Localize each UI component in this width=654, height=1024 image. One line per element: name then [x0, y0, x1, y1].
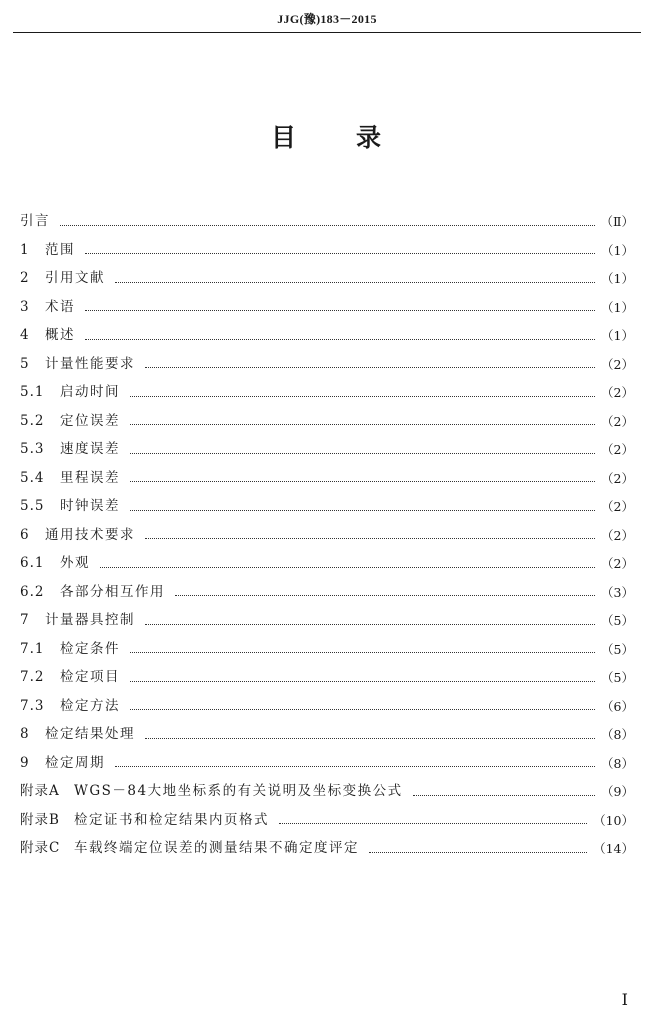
toc-entry-page: （2）: [601, 470, 634, 486]
toc-entry-page: （2）: [601, 556, 634, 571]
title-char-1: 目: [270, 123, 298, 152]
title-char-2: 录: [356, 123, 384, 152]
toc-entry-label: 概述: [45, 327, 75, 343]
toc-entry-page: （2）: [601, 499, 634, 514]
dot-leader: [85, 310, 595, 311]
toc-entry[interactable]: [20, 799, 634, 828]
toc-entry-number: 8: [20, 726, 30, 742]
toc-entry-number: 7.2: [20, 669, 45, 685]
toc-entry-label: 各部分相互作用: [60, 583, 165, 600]
dot-leader: [85, 253, 595, 254]
standard-code-header: JJG(豫)183－2015: [277, 12, 377, 26]
dot-leader: [369, 852, 587, 853]
dot-leader: [85, 339, 595, 340]
dot-leader: [145, 367, 595, 368]
header-divider: [13, 32, 641, 33]
toc-entry-number: 6.2: [20, 583, 45, 600]
toc-entry-number: 5.3: [20, 441, 45, 457]
dot-leader: [130, 481, 595, 482]
toc-entry-label: 检定周期: [45, 754, 105, 771]
toc-entry-page: （Ⅱ）: [600, 214, 634, 229]
toc-entry-page: （2）: [601, 413, 634, 429]
dot-leader: [145, 624, 595, 625]
toc-entry-label: 计量性能要求: [45, 355, 135, 372]
dot-leader: [115, 766, 595, 767]
dot-leader: [115, 282, 595, 283]
page-title: [0, 118, 654, 154]
toc-entry-page: （2）: [601, 527, 634, 543]
toc-entry-page: （5）: [601, 641, 634, 657]
toc-entry-page: （2）: [601, 442, 634, 457]
toc-entry-page: （2）: [601, 356, 634, 372]
toc-entry-page: （1）: [601, 299, 634, 315]
toc-entry-number: 附录B: [20, 811, 60, 828]
toc-entry-page: （8）: [601, 727, 634, 742]
toc-entry-page: （8）: [601, 755, 634, 771]
dot-leader: [130, 510, 595, 511]
dot-leader: [130, 652, 595, 653]
toc-entry[interactable]: [20, 485, 634, 514]
dot-leader: [130, 424, 595, 425]
toc-entry-number: 6.1: [20, 555, 45, 571]
dot-leader: [130, 453, 595, 454]
toc-entry[interactable]: [20, 685, 634, 714]
toc-entry-number: 6: [20, 526, 30, 543]
dot-leader: [130, 709, 595, 710]
toc-entry-number: 4: [20, 327, 30, 343]
toc-entry[interactable]: [20, 542, 634, 571]
toc-entry-label: 检定条件: [60, 640, 120, 657]
toc-entry-number: 1: [20, 241, 30, 258]
toc-entry-label: 里程误差: [60, 469, 120, 486]
toc-entry-label: 检定结果处理: [45, 726, 135, 742]
toc-entry-page: （2）: [601, 385, 634, 400]
toc-entry-page: （1）: [601, 271, 634, 286]
toc-entry-label: 速度误差: [60, 441, 120, 457]
toc-entry-number: 5: [20, 355, 30, 372]
dot-leader: [145, 738, 595, 739]
toc-entry-page: （9）: [601, 784, 634, 799]
toc-entry-number: 3: [20, 298, 30, 315]
toc-entry-number: 7.1: [20, 640, 45, 657]
toc-entry[interactable]: [20, 770, 634, 799]
toc-entry[interactable]: [20, 229, 634, 258]
toc-entry-label: 启动时间: [60, 384, 120, 400]
toc-entry-label: 通用技术要求: [45, 526, 135, 543]
toc-entry-number: 2: [20, 270, 30, 286]
toc-entry[interactable]: [20, 827, 634, 856]
toc-entry-page: （1）: [601, 242, 634, 258]
toc-entry-label: 检定证书和检定结果内页格式: [74, 811, 269, 828]
toc-entry-label: 检定方法: [60, 697, 120, 714]
toc-entry[interactable]: [20, 400, 634, 429]
toc-entry-number: 5.4: [20, 469, 45, 486]
dot-leader: [413, 795, 595, 796]
toc-entry-label: 计量器具控制: [45, 612, 135, 628]
toc-entry-label: 范围: [45, 241, 75, 258]
toc-entry-page: （6）: [601, 698, 634, 714]
toc-entry-page: （3）: [601, 584, 634, 600]
dot-leader: [130, 396, 595, 397]
toc-entry[interactable]: [20, 428, 634, 457]
toc-entry[interactable]: [20, 571, 634, 600]
dot-leader: [60, 225, 595, 226]
toc-entry-label: 时钟误差: [60, 498, 120, 514]
toc-entry[interactable]: [20, 457, 634, 486]
toc-entry-page: （5）: [601, 670, 634, 685]
toc-entry-number: 5.2: [20, 412, 45, 429]
toc-entry-label: 引言: [20, 213, 50, 229]
toc-entry[interactable]: [20, 371, 634, 400]
toc-entry-page: （10）: [593, 812, 634, 828]
toc-entry[interactable]: [20, 286, 634, 315]
table-of-contents: [20, 200, 634, 856]
toc-entry-page: （14）: [593, 841, 634, 856]
toc-entry[interactable]: [20, 628, 634, 657]
toc-entry[interactable]: [20, 200, 634, 229]
toc-entry-number: 附录A: [20, 783, 60, 799]
toc-entry-label: WGS－84大地坐标系的有关说明及坐标变换公式: [74, 783, 403, 799]
toc-entry-label: 定位误差: [60, 412, 120, 429]
toc-entry-number: 5.5: [20, 498, 45, 514]
toc-entry-label: 外观: [60, 555, 90, 571]
toc-entry[interactable]: [20, 742, 634, 771]
toc-entry-page: （1）: [601, 328, 634, 343]
toc-entry[interactable]: [20, 314, 634, 343]
toc-entry[interactable]: [20, 257, 634, 286]
toc-entry-label: 术语: [45, 298, 75, 315]
toc-entry-page: （5）: [601, 613, 634, 628]
toc-entry[interactable]: [20, 713, 634, 742]
toc-entry-label: 引用文献: [45, 270, 105, 286]
toc-entry-number: 7.3: [20, 697, 45, 714]
dot-leader: [100, 567, 595, 568]
toc-entry-label: 检定项目: [60, 669, 120, 685]
dot-leader: [279, 823, 587, 824]
toc-entry[interactable]: [20, 514, 634, 543]
toc-entry[interactable]: [20, 656, 634, 685]
dot-leader: [130, 681, 595, 682]
page-number: Ⅰ: [621, 992, 628, 1009]
toc-entry-number: 附录C: [20, 840, 61, 856]
toc-entry[interactable]: [20, 343, 634, 372]
dot-leader: [175, 595, 595, 596]
toc-entry-number: 7: [20, 612, 30, 628]
toc-entry[interactable]: [20, 599, 634, 628]
toc-entry-number: 5.1: [20, 384, 45, 400]
toc-entry-label: 车载终端定位误差的测量结果不确定度评定: [74, 840, 359, 856]
toc-entry-number: 9: [20, 754, 30, 771]
dot-leader: [145, 538, 595, 539]
